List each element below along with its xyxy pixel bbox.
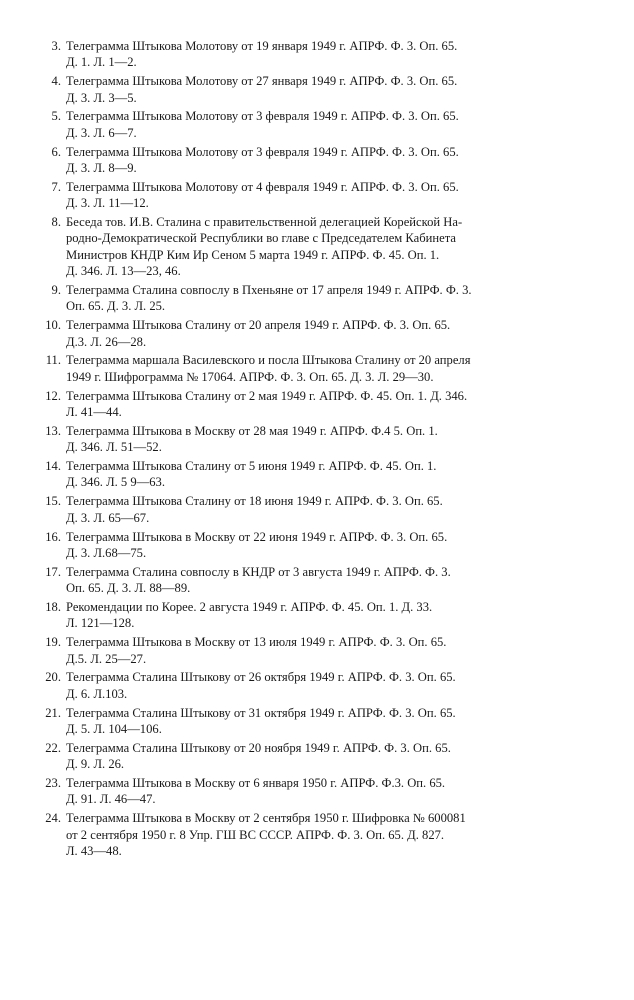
list-item-line: Телеграмма Сталина совпослу в Пхеньяне от 17 апреля 1949 г. АПРФ. Ф. 3.: [66, 283, 472, 298]
list-item-text: [66, 179, 590, 212]
list-item-number: 14.: [45, 459, 61, 474]
list-item: [40, 144, 590, 177]
list-item-line: Телеграмма Штыкова Молотову от 4 февраля 1949 г. АПРФ. Ф. 3. Оп. 65.: [66, 179, 459, 194]
list-item-line: Телеграмма Штыкова в Москву от 22 июня 1949 г. АПРФ. Ф. 3. Оп. 65.: [66, 529, 448, 544]
list-item: [40, 317, 590, 350]
list-item-line: Д.3. Л. 26—28.: [66, 334, 147, 349]
list-item-line: от 2 сентября 1950 г. 8 Упр. ГШ ВС СССР. АПРФ. Ф. 3. Оп. 65. Д. 827.: [66, 827, 445, 842]
list-item-line: Д. 3. Л. 11—12.: [66, 196, 149, 211]
list-item-line: Телеграмма Штыкова Сталину от 5 июня 1949 г. АПРФ. Ф. 45. Оп. 1.: [66, 459, 437, 474]
list-item-number: 3.: [51, 39, 61, 53]
list-item: [40, 458, 590, 491]
list-item-text: [66, 144, 590, 177]
list-item: [40, 73, 590, 106]
list-item-text: [66, 458, 590, 491]
list-item-line: Телеграмма Штыкова в Москву от 6 января 1950 г. АПРФ. Ф.3. Оп. 65.: [66, 776, 446, 791]
list-item-number: 18.: [45, 600, 61, 614]
list-item-number: 5.: [51, 109, 61, 124]
list-item-text: [66, 423, 590, 456]
list-item-line: Беседа тов. И.В. Сталина с правительственной делегацией Корейской На-: [66, 215, 463, 230]
list-item: [40, 388, 590, 421]
list-item-text: [66, 634, 590, 667]
list-item-number: 13.: [45, 423, 61, 438]
list-item-number: 23.: [45, 776, 61, 791]
list-item-line: Телеграмма Штыкова Молотову от 3 февраля 1949 г. АПРФ. Ф. 3. Оп. 65.: [66, 144, 459, 159]
list-item: [40, 705, 590, 738]
list-item-line: 1949 г. Шифрограмма № 17064. АПРФ. Ф. 3. Оп. 65. Д. 3. Л. 29—30.: [66, 369, 434, 384]
list-item-text: [66, 108, 590, 141]
list-item: [40, 634, 590, 667]
reference-list: [40, 38, 590, 859]
list-item-line: Л. 121—128.: [66, 616, 135, 631]
list-item-line: Телеграмма Сталина Штыкову от 26 октября 1949 г. АПРФ. Ф. 3. Оп. 65.: [66, 670, 456, 685]
list-item-line: Телеграмма Штыкова Сталину от 20 апреля 1949 г. АПРФ. Ф. 3. Оп. 65.: [66, 318, 451, 333]
list-item: [40, 423, 590, 456]
list-item-number: 4.: [51, 74, 61, 89]
list-item-number: 20.: [45, 670, 61, 685]
list-item-line: Телеграмма маршала Василевского и посла Штыкова Сталину от 20 апреля: [66, 353, 471, 368]
list-item-line: Рекомендации по Корее. 2 августа 1949 г. АПРФ. Ф. 45. Оп. 1. Д. 33.: [66, 600, 433, 614]
list-item-line: Телеграмма Штыкова Сталину от 18 июня 1949 г. АПРФ. Ф. 3. Оп. 65.: [66, 494, 443, 509]
list-item-number: 16.: [45, 529, 61, 544]
list-item-number: 8.: [51, 215, 61, 230]
list-item-line: Д. 5. Л. 104—106.: [66, 722, 162, 737]
list-item-number: 24.: [45, 811, 61, 826]
list-item-line: Телеграмма Штыкова в Москву от 2 сентября 1950 г. Шифровка № 600081: [66, 811, 466, 826]
list-item: [40, 669, 590, 702]
list-item-line: Д. 3. Л. 6—7.: [66, 125, 137, 140]
list-item-line: Оп. 65. Д. 3. Л. 25.: [66, 299, 166, 314]
list-item-line: Д. 9. Л. 26.: [66, 757, 125, 772]
list-item-line: Д. 3. Л. 3—5.: [66, 90, 137, 105]
list-item-text: [66, 705, 590, 738]
list-item-line: Телеграмма Штыкова в Москву от 13 июля 1949 г. АПРФ. Ф. 3. Оп. 65.: [66, 635, 447, 650]
list-item-line: Телеграмма Штыкова Сталину от 2 мая 1949 г. АПРФ. Ф. 45. Оп. 1. Д. 346.: [66, 388, 468, 403]
list-item-line: Л. 41—44.: [66, 405, 122, 420]
list-item-line: Д.5. Л. 25—27.: [66, 651, 147, 666]
list-item-text: [66, 529, 590, 562]
list-item-line: Министров КНДР Ким Ир Сеном 5 марта 1949 г. АПРФ. Ф. 45. Оп. 1.: [66, 247, 440, 262]
list-item-text: [66, 775, 590, 808]
list-item-line: Телеграмма Сталина совпослу в КНДР от 3 августа 1949 г. АПРФ. Ф. 3.: [66, 564, 451, 579]
list-item-line: Телеграмма Штыкова Молотову от 3 февраля 1949 г. АПРФ. Ф. 3. Оп. 65.: [66, 109, 459, 124]
list-item: [40, 179, 590, 212]
list-item-text: [66, 73, 590, 106]
list-item-text: [66, 352, 590, 385]
list-item: [40, 352, 590, 385]
list-item-line: Д. 6. Л.103.: [66, 686, 128, 701]
list-item-text: [66, 282, 590, 315]
list-item-line: Телеграмма Штыкова в Москву от 28 мая 1949 г. АПРФ. Ф.4 5. Оп. 1.: [66, 423, 438, 438]
list-item-text: [66, 388, 590, 421]
list-item-number: 10.: [45, 318, 61, 333]
list-item-number: 11.: [45, 353, 61, 368]
list-item-line: Д. 346. Л. 13—23, 46.: [66, 264, 181, 279]
list-item-line: родно-Демократической Республики во главе с Председателем Кабинета: [66, 231, 456, 246]
list-item-line: Телеграмма Штыкова Молотову от 19 января 1949 г. АПРФ. Ф. 3. Оп. 65.: [66, 39, 458, 53]
list-item-number: 7.: [51, 179, 61, 194]
list-item-line: Д. 3. Л. 65—67.: [66, 510, 150, 525]
list-item-number: 12.: [45, 388, 61, 403]
list-item-text: [66, 564, 590, 597]
list-item: [40, 214, 590, 279]
list-item-line: Телеграмма Сталина Штыкову от 31 октября 1949 г. АПРФ. Ф. 3. Оп. 65.: [66, 705, 456, 720]
list-item: [40, 282, 590, 315]
list-item-text: [66, 317, 590, 350]
list-item-text: [66, 493, 590, 526]
list-item-number: 9.: [51, 283, 61, 298]
list-item-line: Д. 346. Л. 5 9—63.: [66, 475, 165, 490]
list-item: [40, 529, 590, 562]
list-item-text: [66, 810, 590, 859]
list-item-number: 6.: [51, 144, 61, 159]
list-item-line: Оп. 65. Д. 3. Л. 88—89.: [66, 581, 191, 596]
list-item: [40, 775, 590, 808]
list-item-number: 22.: [45, 740, 61, 755]
list-item-number: 17.: [45, 564, 61, 579]
list-item-number: 15.: [45, 494, 61, 509]
list-item-line: Д. 346. Л. 51—52.: [66, 440, 162, 455]
list-item: [40, 108, 590, 141]
list-item-line: Л. 43—48.: [66, 844, 122, 859]
list-item-text: [66, 669, 590, 702]
list-item: [40, 493, 590, 526]
list-item: [40, 564, 590, 597]
list-item-text: [66, 38, 590, 71]
list-item-line: Д. 3. Л. 8—9.: [66, 161, 137, 176]
list-item-line: Телеграмма Сталина Штыкову от 20 ноября 1949 г. АПРФ. Ф. 3. Оп. 65.: [66, 740, 451, 755]
list-item-text: [66, 740, 590, 773]
list-item: [40, 740, 590, 773]
list-item-text: [66, 599, 590, 632]
list-item: [40, 810, 590, 859]
list-item-number: 21.: [45, 705, 61, 720]
list-item-line: Д. 91. Л. 46—47.: [66, 792, 156, 807]
list-item-line: Д. 3. Л.68—75.: [66, 545, 147, 560]
list-item-line: Д. 1. Л. 1—2.: [66, 55, 137, 70]
list-item: [40, 599, 590, 632]
list-item-line: Телеграмма Штыкова Молотову от 27 января 1949 г. АПРФ. Ф. 3. Оп. 65.: [66, 74, 458, 89]
list-item: [40, 38, 590, 71]
list-item-text: [66, 214, 590, 279]
list-item-number: 19.: [45, 635, 61, 650]
